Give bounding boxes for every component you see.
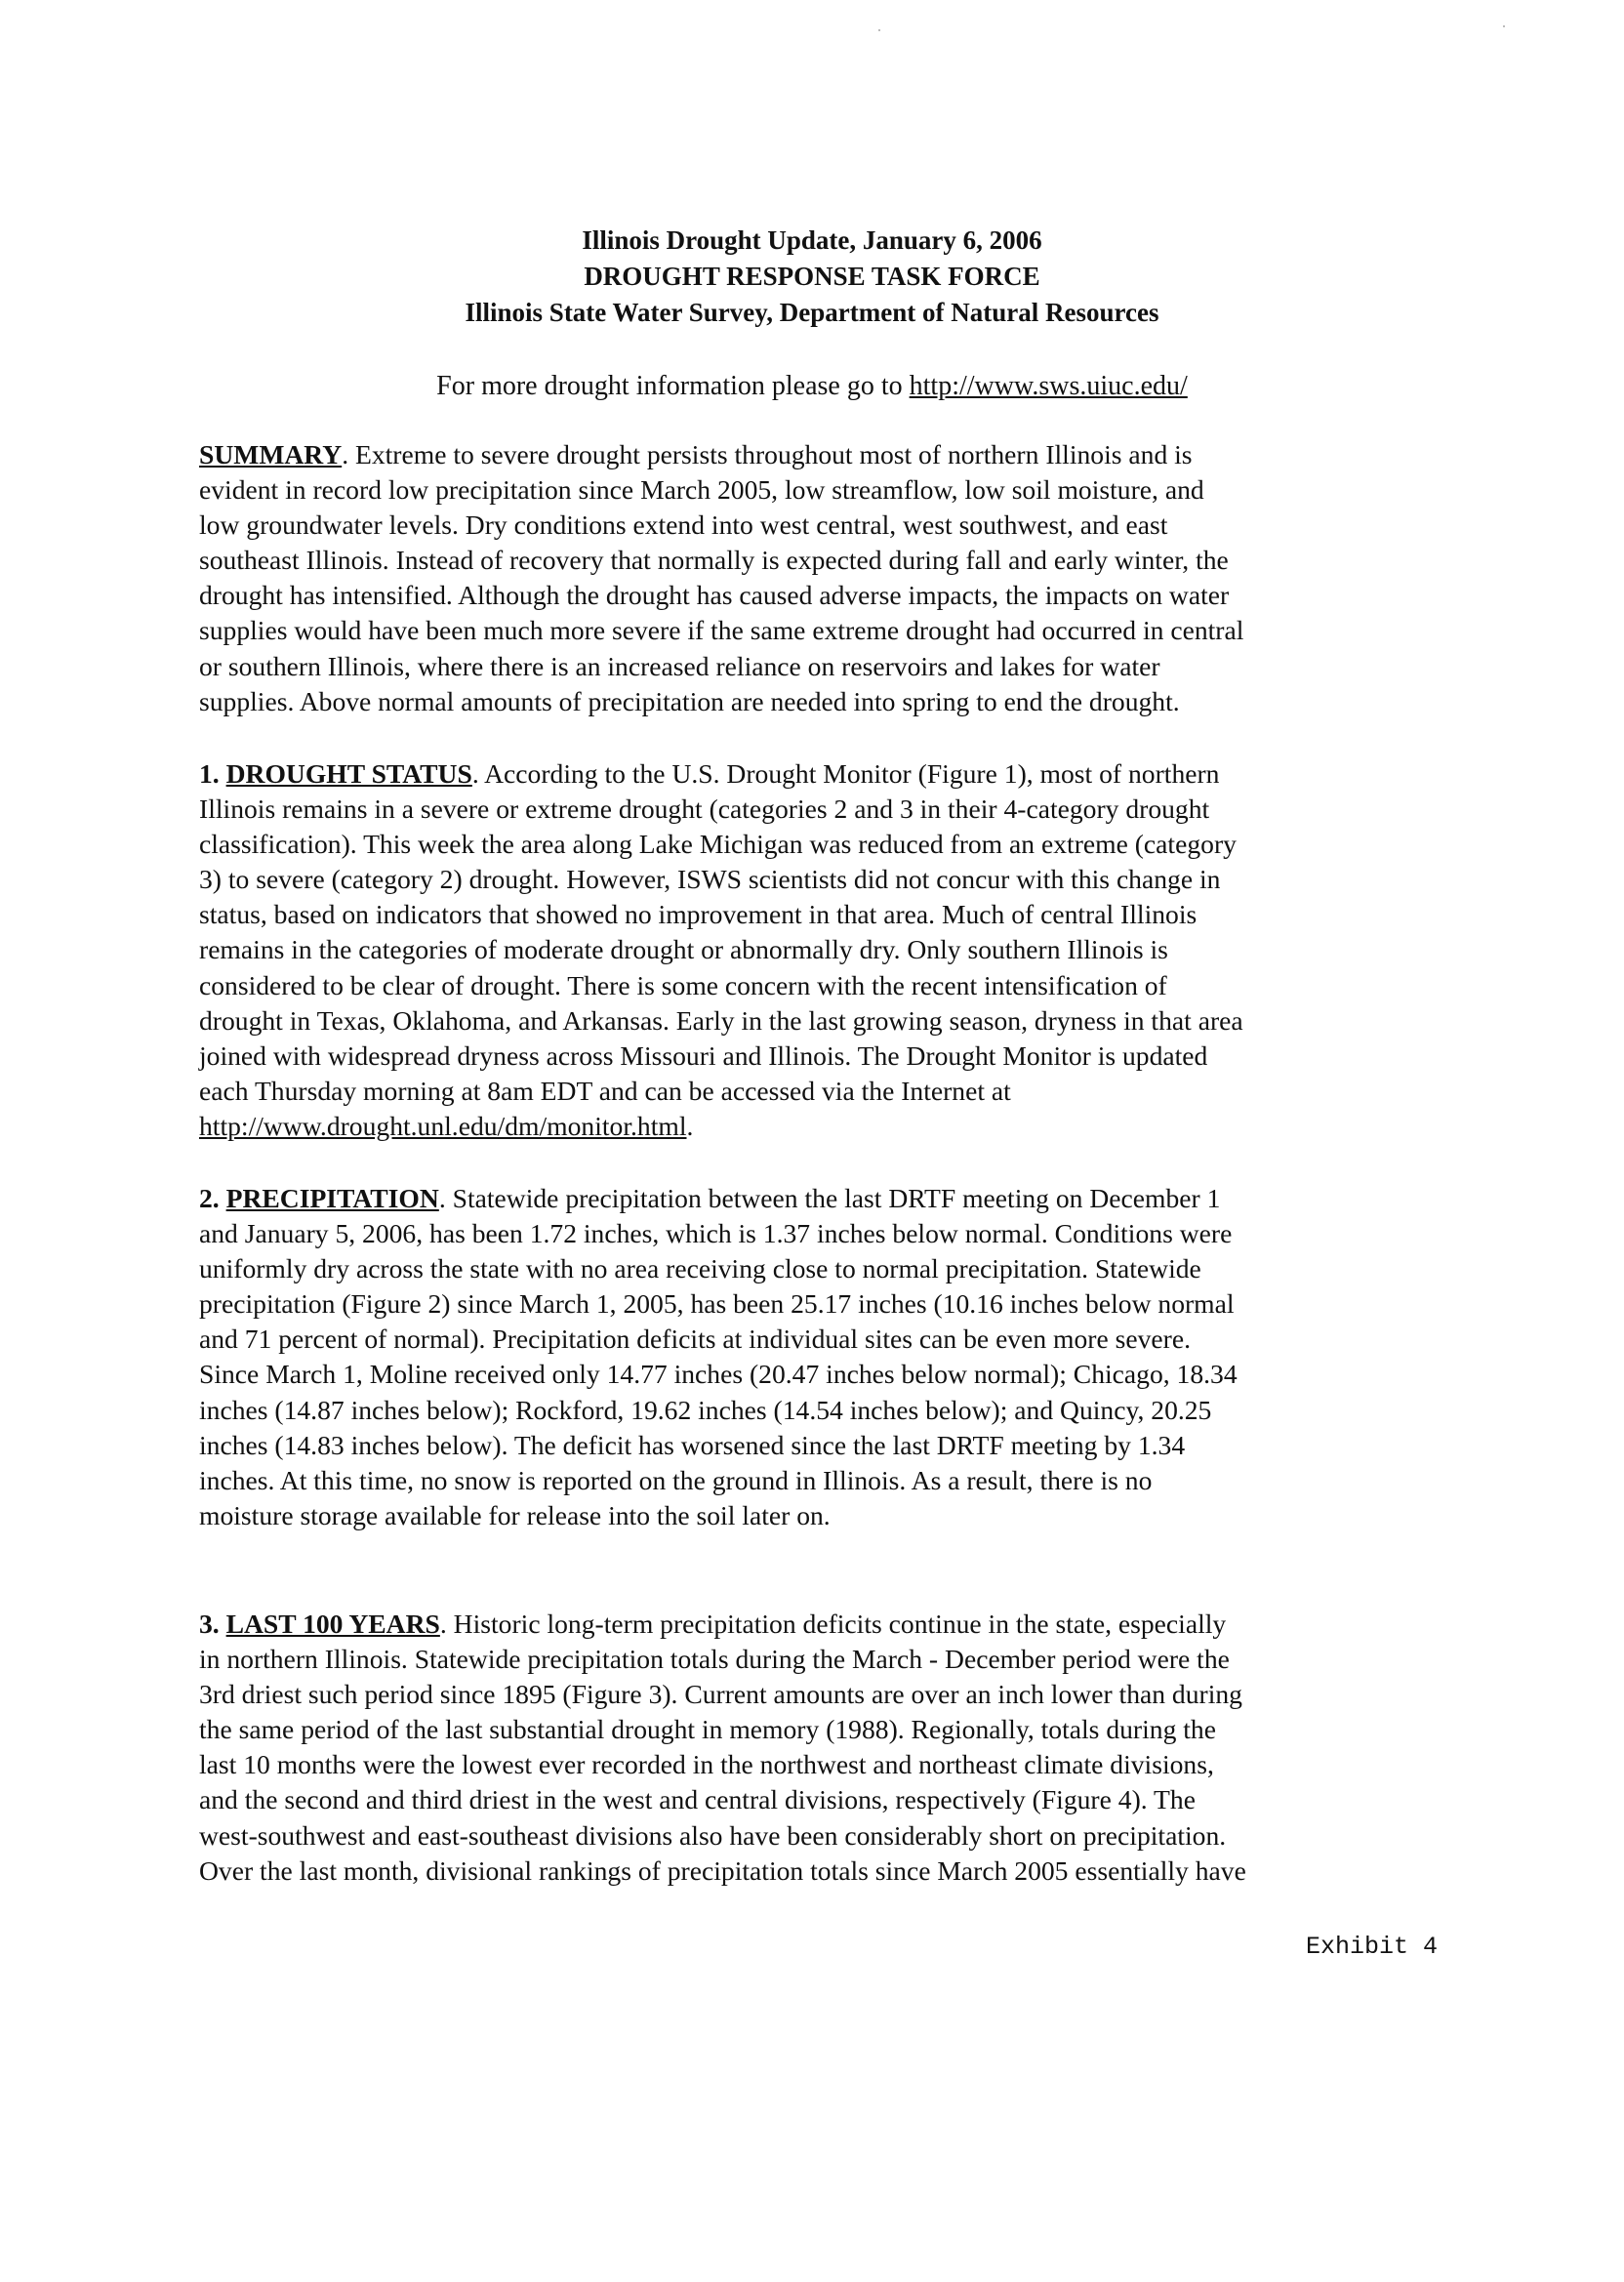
last-100-years-line: in northern Illinois. Statewide precipitation totals during the March - December period were the <box>199 1644 1230 1675</box>
drought-status-line: Illinois remains in a severe or extreme drought (categories 2 and 3 in their 4-category drought <box>199 794 1210 825</box>
drought-status-line: drought in Texas, Oklahoma, and Arkansas. Early in the last growing season, dryness in that area <box>199 1004 1243 1036</box>
drought-status-heading: DROUGHT STATUS <box>225 758 472 789</box>
header-agency: Illinois State Water Survey, Department of Natural Resources <box>465 298 1159 327</box>
section-number: 3. <box>199 1609 226 1639</box>
summary-line: evident in record low precipitation since March 2005, low streamflow, low soil moisture, and <box>199 474 1204 506</box>
precipitation-line: and January 5, 2006, has been 1.72 inches, which is 1.37 inches below normal. Conditions were <box>199 1218 1233 1249</box>
precipitation-line: inches (14.87 inches below); Rockford, 19.62 inches (14.54 inches below); and Quincy, 20.25 <box>199 1394 1212 1425</box>
precipitation-line: . Statewide precipitation between the last DRTF meeting on December 1 <box>438 1183 1221 1213</box>
precipitation-line: precipitation (Figure 2) since March 1, 2005, has been 25.17 inches (10.16 inches below normal <box>199 1288 1235 1320</box>
last-100-years-line: last 10 months were the lowest ever recorded in the northwest and northeast climate divisions, <box>199 1749 1214 1780</box>
section-number: 2. <box>199 1183 226 1213</box>
document-header <box>0 223 1624 331</box>
precipitation-line: inches. At this time, no snow is reported on the ground in Illinois. As a result, there is no <box>199 1464 1153 1495</box>
precipitation-line: Since March 1, Moline received only 14.77 inches (20.47 inches below normal); Chicago, 18.34 <box>199 1359 1238 1390</box>
last-100-years-line: the same period of the last substantial drought in memory (1988). Regionally, totals during the <box>199 1714 1216 1745</box>
summary-line: . Extreme to severe drought persists throughout most of northern Illinois and is <box>342 439 1193 469</box>
header-title: Illinois Drought Update, January 6, 2006 <box>582 225 1042 255</box>
precipitation-heading: PRECIPITATION <box>225 1183 439 1213</box>
summary-line: supplies. Above normal amounts of precipitation are needed into spring to end the drought. <box>199 685 1180 716</box>
drought-status-line: classification). This week the area along Lake Michigan was reduced from an extreme (category <box>199 829 1237 860</box>
drought-status-line: considered to be clear of drought. There is some concern with the recent intensification of <box>199 969 1167 1000</box>
scan-speck <box>878 29 880 31</box>
last-100-years-line: . Historic long-term precipitation deficits continue in the state, especially <box>439 1609 1227 1639</box>
drought-status-paragraph <box>199 756 1450 1144</box>
header-task-force: DROUGHT RESPONSE TASK FORCE <box>584 262 1040 291</box>
drought-status-line-end: . <box>686 1110 694 1141</box>
drought-status-line: each Thursday morning at 8am EDT and can be accessed via the Internet at <box>199 1075 1011 1106</box>
summary-paragraph <box>199 437 1450 719</box>
precipitation-line: and 71 percent of normal). Precipitation deficits at individual sites can be even more severe. <box>199 1324 1192 1355</box>
last-100-years-paragraph <box>199 1607 1450 1889</box>
precipitation-line: moisture storage available for release into the soil later on. <box>199 1499 831 1530</box>
last-100-years-line: 3rd driest such period since 1895 (Figure 3). Current amounts are over an inch lower than during <box>199 1679 1242 1710</box>
summary-line: or southern Illinois, where there is an increased reliance on reservoirs and lakes for water <box>199 650 1160 681</box>
precipitation-paragraph <box>199 1181 1450 1533</box>
precipitation-line: uniformly dry across the state with no area receiving close to normal precipitation. Statewide <box>199 1253 1201 1284</box>
drought-status-line: 3) to severe (category 2) drought. However, ISWS scientists did not concur with this change in <box>199 864 1221 895</box>
summary-line: southeast Illinois. Instead of recovery that normally is expected during fall and early winter, the <box>199 545 1229 576</box>
last-100-years-heading: LAST 100 YEARS <box>225 1609 440 1639</box>
more-info-line <box>0 369 1624 404</box>
exhibit-label: Exhibit 4 <box>1306 1933 1439 1961</box>
last-100-years-line: west-southwest and east-southeast divisions also have been considerably short on precipitation. <box>199 1819 1227 1851</box>
summary-line: supplies would have been much more severe if the same extreme drought had occurred in central <box>199 615 1244 646</box>
drought-status-line: joined with widespread dryness across Missouri and Illinois. The Drought Monitor is updated <box>199 1039 1208 1071</box>
last-100-years-line: and the second and third driest in the west and central divisions, respectively (Figure 4). The <box>199 1784 1196 1815</box>
summary-line: drought has intensified. Although the drought has caused adverse impacts, the impacts on water <box>199 580 1230 611</box>
last-100-years-line: Over the last month, divisional rankings of precipitation totals since March 2005 essentially have <box>199 1854 1246 1886</box>
drought-status-line: remains in the categories of moderate drought or abnormally dry. Only southern Illinois is <box>199 934 1168 965</box>
precipitation-line: inches (14.83 inches below). The deficit has worsened since the last DRTF meeting by 1.34 <box>199 1429 1186 1460</box>
drought-status-line: . According to the U.S. Drought Monitor (Figure 1), most of northern <box>471 758 1220 789</box>
section-number: 1. <box>199 758 226 789</box>
drought-status-line: status, based on indicators that showed no improvement in that area. Much of central Illinois <box>199 899 1198 930</box>
drought-monitor-link[interactable]: http://www.drought.unl.edu/dm/monitor.html <box>199 1110 687 1141</box>
sws-link[interactable]: http://www.sws.uiuc.edu/ <box>909 371 1188 401</box>
scan-speck <box>1503 25 1505 27</box>
more-info-text: For more drought information please go to <box>436 371 910 401</box>
summary-line: low groundwater levels. Dry conditions extend into west central, west southwest, and east <box>199 509 1168 541</box>
summary-heading: SUMMARY <box>199 439 343 469</box>
